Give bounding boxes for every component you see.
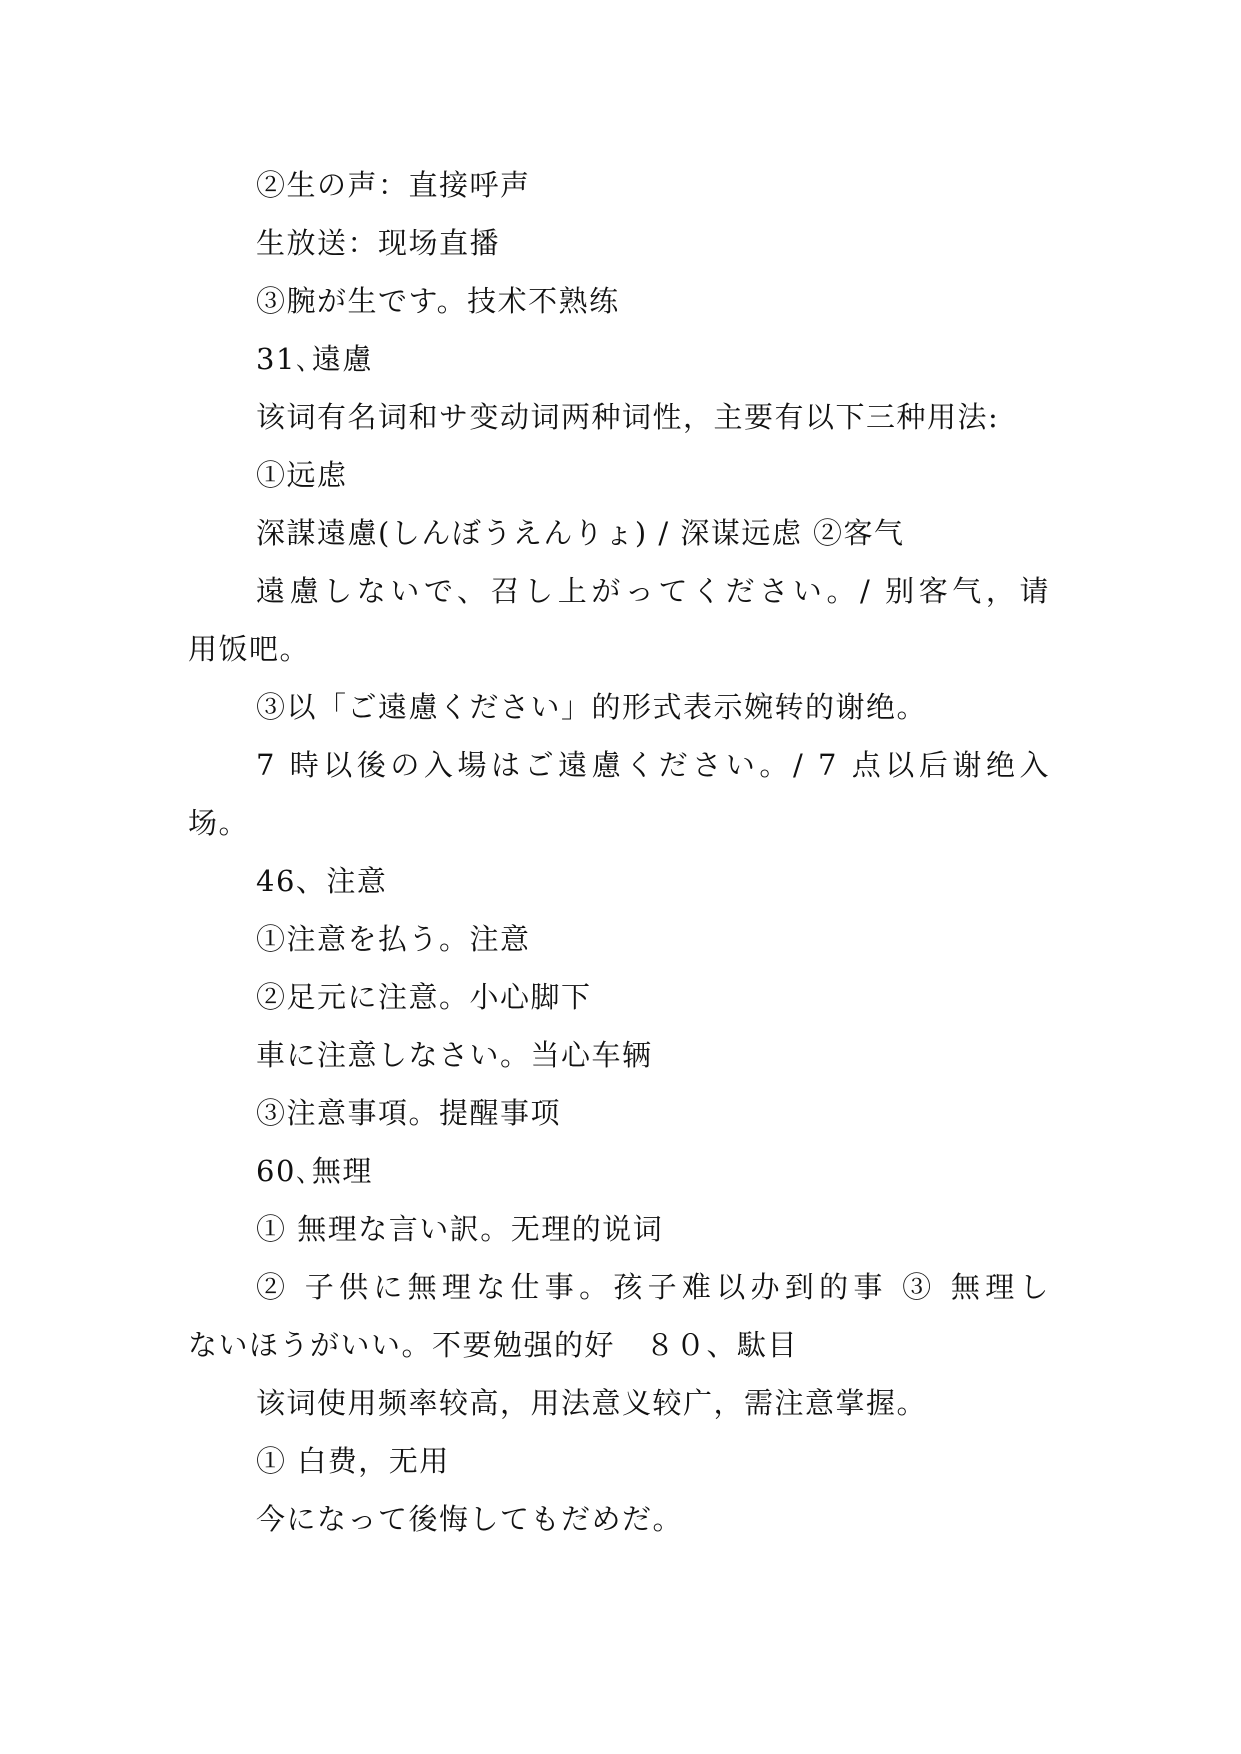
text-line: ③以「ご遠慮ください」的形式表示婉转的谢绝。 xyxy=(256,690,928,724)
text-line: ないほうがいい。不要勉强的好 ８０、駄目 xyxy=(188,1328,799,1362)
text-line: 7 時以後の入場はご遠慮ください。/ 7 点以后谢绝入 xyxy=(256,748,1050,782)
text-line: 该词有名词和サ变动词两种词性，主要有以下三种用法: xyxy=(256,400,1000,434)
text-line: ③腕が生です。技术不熟练 xyxy=(256,284,620,318)
text-line: 生放送：现场直播 xyxy=(256,226,501,260)
text-line: 该词使用频率较高，用法意义较广，需注意掌握。 xyxy=(256,1386,928,1420)
text-line: 車に注意しなさい。当心车辆 xyxy=(256,1038,653,1072)
section-heading: 60､無理 xyxy=(256,1154,373,1188)
text-line: ① 白费，无用 xyxy=(256,1444,450,1478)
text-line: ② 子供に無理な仕事。孩子难以办到的事 ③ 無理し xyxy=(256,1270,1050,1304)
text-line: ②生の声：直接呼声 xyxy=(256,168,531,202)
text-line: 今になって後悔してもだめだ。 xyxy=(256,1502,684,1536)
text-line: ②足元に注意。小心脚下 xyxy=(256,980,592,1014)
section-heading: 46、注意 xyxy=(256,864,388,898)
text-line: 遠慮しないで、召し上がってください。/ 别客气，请 xyxy=(256,574,1050,608)
text-line: 用饭吧。 xyxy=(188,632,311,666)
text-line: ①远虑 xyxy=(256,458,348,492)
document-body xyxy=(188,156,1050,1548)
text-line: ① 無理な言い訳。无理的说词 xyxy=(256,1212,664,1246)
text-line: ③注意事項。提醒事项 xyxy=(256,1096,562,1130)
text-line: 场。 xyxy=(188,806,250,840)
text-line: ①注意を払う。注意 xyxy=(256,922,531,956)
text-line: 深謀遠慮(しんぼうえんりょ) / 深谋远虑 ②客气 xyxy=(256,516,905,550)
section-heading: 31､遠慮 xyxy=(256,342,373,376)
